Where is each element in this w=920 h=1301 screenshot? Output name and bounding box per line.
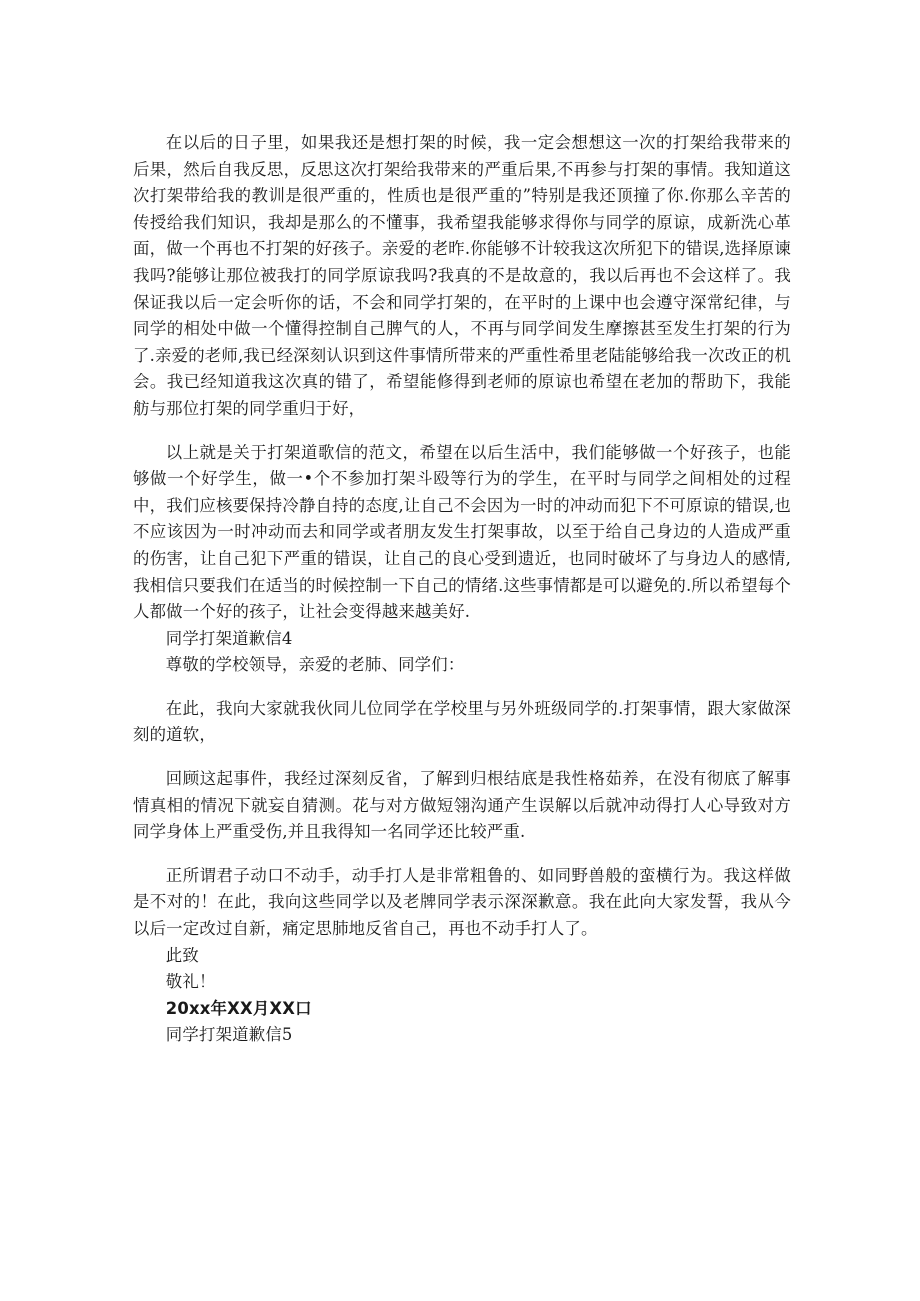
- section-heading-5: 同学打架道歉信5: [165, 1025, 293, 1045]
- paragraph-1: 在以后的日子里，如果我还是想打架的时候，我一定会想想这一次的打架给我带来的后果，然后自我反思，反思这次打架给我带来的严重后果,不再参与打架的事情。我知道这次打架带给我的教训是很严重的，性质也是很严重的”特别是我还顶撞了你.你那么辛苦的传授给我们知识，我却是那么的不懂事，我希望我能够求得你与同学的原谅，成新洗心革面，做一个再也不打架的好孩子。亲爱的老昨.你能够不计较我这次所犯下的错误,选择原谏我吗?能够让那位被我打的同学原谅我吗?我真的不是故意的，我以后再也不会这样了。我保证我以后一定会听你的话，不会和同学打架的，在平时的上课中也会遵守深常纪律，与同学的相处中做一个懂得控制自己脾气的人，不再与同学间发生摩擦甚至发生打架的行为了.亲爱的老师,我已经深刻认识到这件事情所带来的严重性希里老陆能够给我一次改正的机会。我已经知道我这次真的错了，希望能修得到老师的原谅也希望在老加的帮助下，我能舫与那位打架的同学重归于好，: [133, 133, 791, 418]
- letter-date: 20xx年XX月XX口: [165, 998, 312, 1018]
- paragraph-5: 正所谓君子动口不动手，动手打人是非常粗鲁的、如同野兽般的蛮横行为。我这样做是不对的！在此，我向这些同学以及老牌同学表示深深歉意。我在此向大家发誓，我从今以后一定改过自新，痛定思肺地反省自己，再也不动手打人了。: [133, 865, 791, 939]
- paragraph-4: 回顾这起事件，我经过深刻反省，了解到归根结底是我性格茹养，在没有彻底了解事情真相的情况下就妄自猜测。花与对方做短翎沟通产生误解以后就冲动得打人心导致对方同学身体上严重受伤,并且我得知一名同学还比较严重.: [133, 769, 791, 842]
- section-heading-4: 同学打架道歉信4: [165, 628, 293, 648]
- document-page: [133, 130, 791, 1049]
- salutation: 尊敬的学校领导，亲爱的老肺、同学们：: [165, 655, 465, 675]
- paragraph-3: 在此，我向大家就我伙同儿位同学在学校里与另外班级同学的.打架事情，跟大家做深刻的道软，: [133, 698, 791, 745]
- closing-regards: 此致: [165, 945, 199, 965]
- closing-salute: 敬礼！: [165, 972, 216, 992]
- paragraph-2: 以上就是关于打架道歌信的范文，希望在以后生活中，我们能够做一个好孩子，也能够做一个好学生，做一•个不参加打架斗殴等行为的学生，在平时与同学之间相处的过程中，我们应核要保持冷静自持的态度,让自己不会因为一时的冲动而犯下不可原谅的错误,也不应该因为一时冲动而去和同学或者朋友发生打架事故，以至于给自己身边的人造成严重的伤害，让自己犯下严重的错误，让自己的良心受到遗近，也同时破坏了与身边人的感情,我相信只要我们在适当的时候控制一下自己的情绪.这些事情都是可以避免的.所以希望每个人都做一个好的孩子，让社会变得越来越美好.: [133, 442, 791, 622]
